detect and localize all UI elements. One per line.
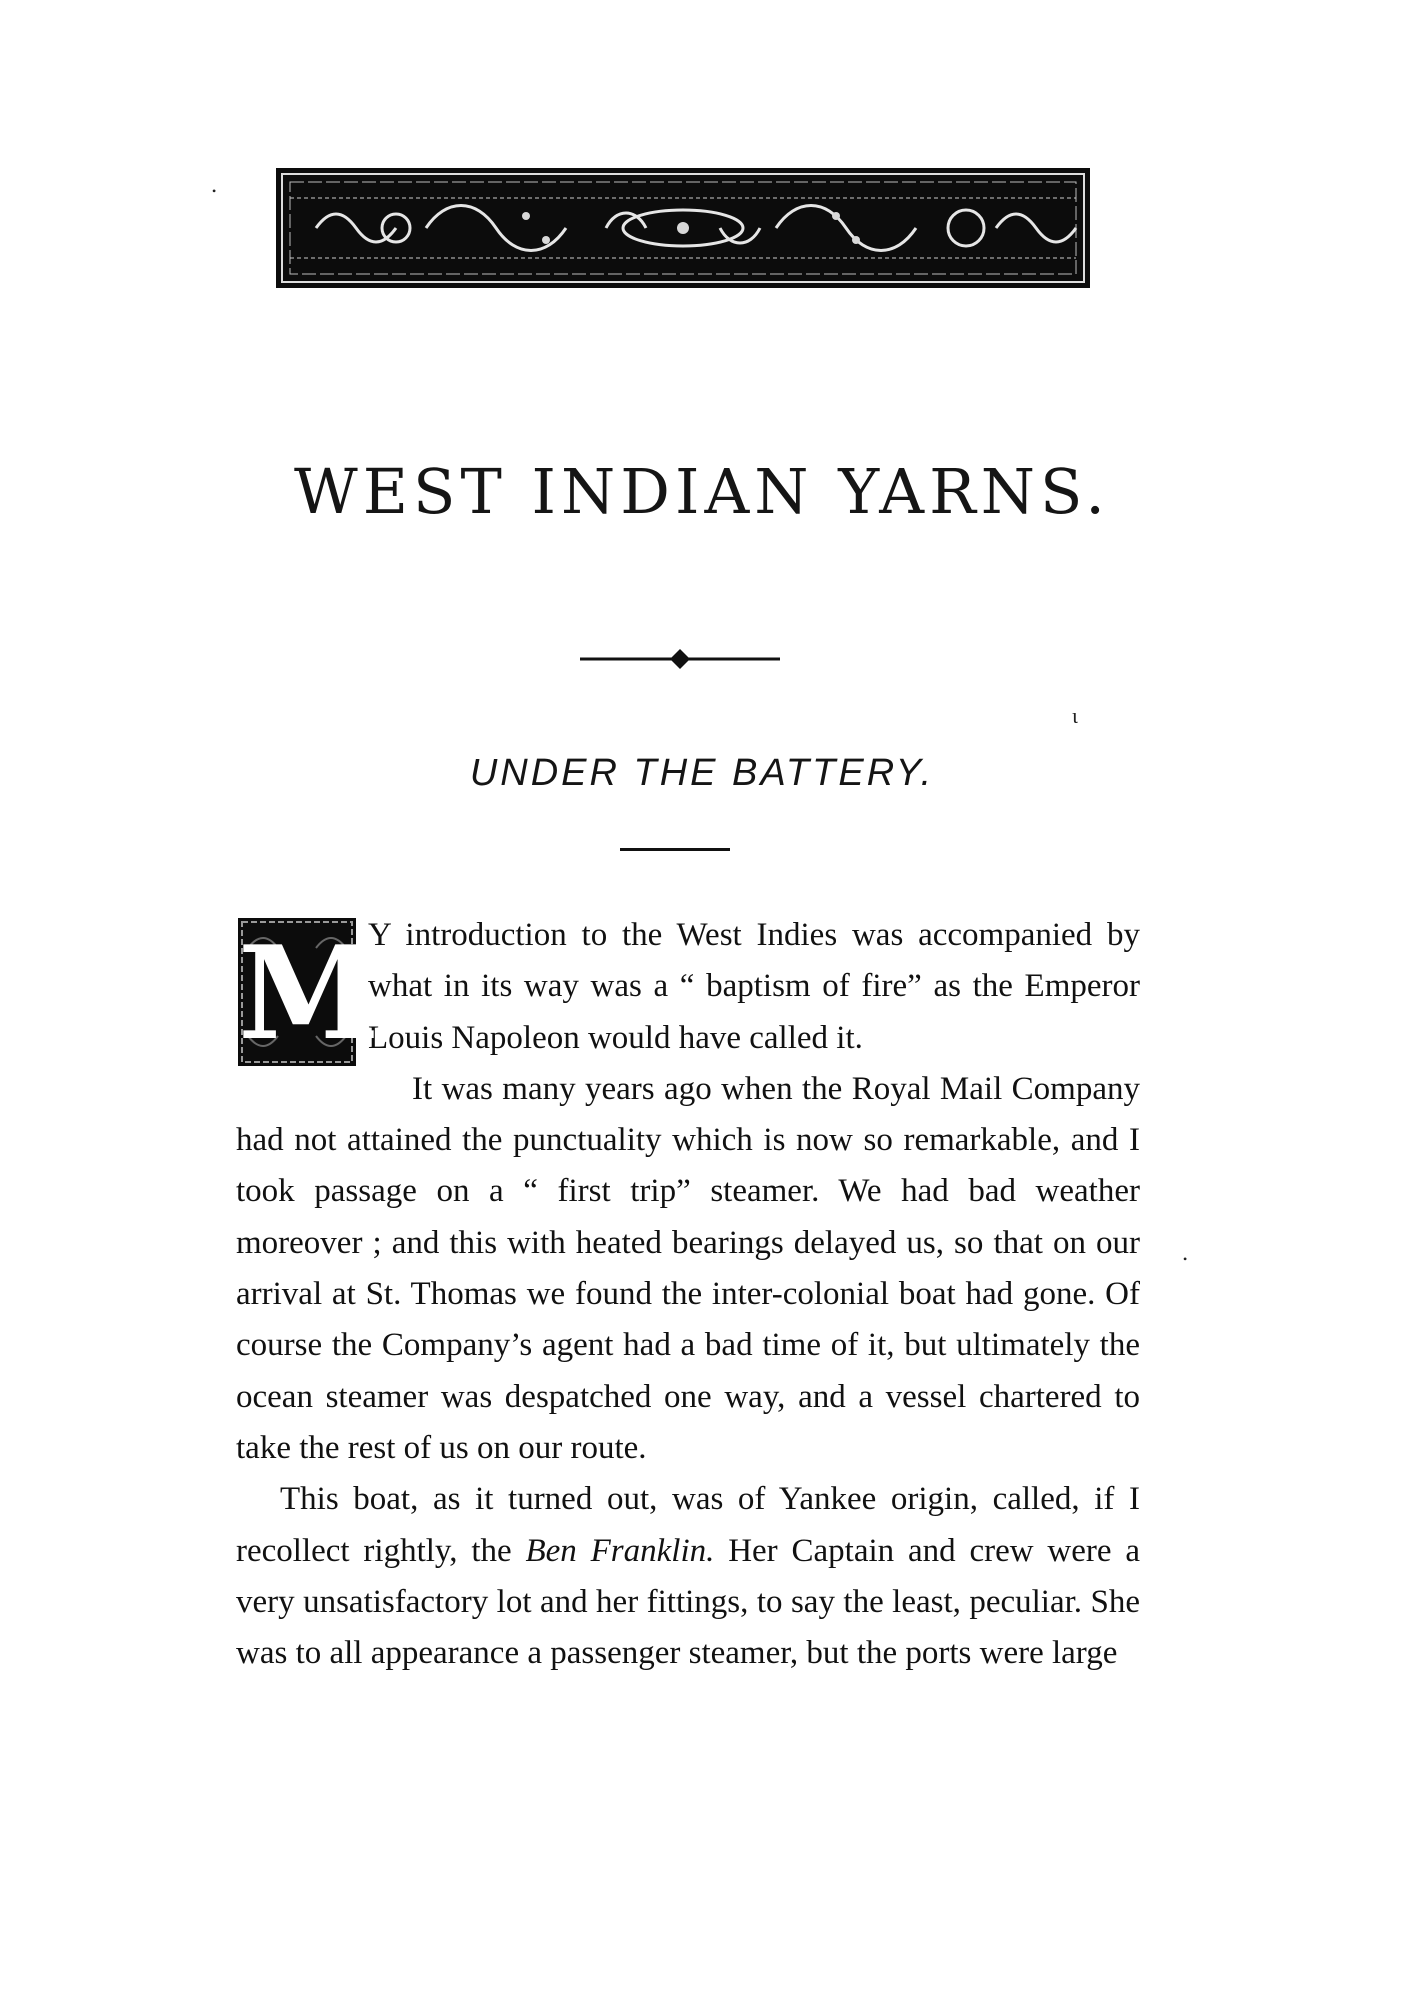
paragraph-1-text: Y introduction to the West Indies was accompanied by what in its way was a “ baptism of fire” as the Emperor Louis Napoleon would have called it. (368, 917, 1140, 1056)
paragraph-3 (236, 1474, 1140, 1679)
stray-dot-mark-mid: • (1183, 1252, 1188, 1266)
section-divider (620, 848, 730, 851)
paragraph-2 (236, 1064, 1140, 1474)
paragraph-3-text-end: Her Captain and crew were a very unsatisfactory lot and her fittings, to say the least, peculiar. She was to all appearance a passenger steamer, but the ports were large (236, 1532, 1140, 1672)
stray-dot-mark: • (212, 184, 217, 198)
chapter-title: UNDER THE BATTERY. (469, 752, 935, 794)
ornamental-headpiece (276, 168, 1090, 288)
ornamental-diamond-rule (580, 645, 780, 673)
drop-cap-letter: M (238, 919, 380, 1069)
body-text (236, 910, 1140, 1679)
paragraph-3-text-start: This boat, as it turned out, was of Yankee origin, called, if I recollect rightly, the (236, 1481, 1140, 1569)
stray-tick-mark: ɩ (1072, 703, 1078, 728)
ship-name: Ben Franklin. (525, 1532, 715, 1569)
paragraph-1 (236, 910, 1140, 1069)
paragraph-2-text: It was many years ago when the Royal Mail Company had not attained the punctuality which is now so remarkable, and I took passage on a “ first trip” steamer. We had bad weather moreover ; and this with heated bearings delayed us, so that on our arrival at St. Thomas we found the inter-colonial boat had gone. Of course the Company’s agent had a bad time of it, but ultimately the ocean steamer was despatched one way, and a vessel chartered to take the rest of us on our route. (236, 1070, 1140, 1466)
drop-cap (238, 918, 380, 1069)
book-title: WEST INDIAN YARNS. (294, 455, 1110, 528)
